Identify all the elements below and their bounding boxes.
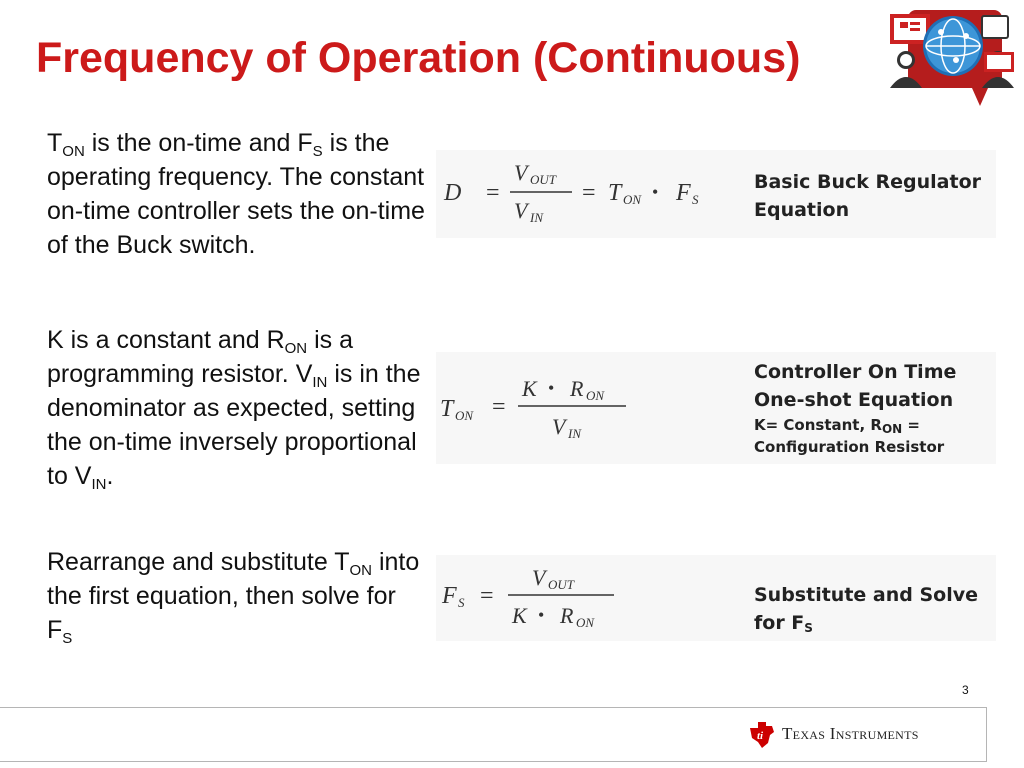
eq-subscript: S xyxy=(458,595,465,610)
label-text: for F xyxy=(754,612,805,634)
equation-formula xyxy=(436,352,746,464)
eq-symbol: R xyxy=(560,603,574,628)
paragraph-ton-description xyxy=(47,126,427,262)
text: is the on-time and F xyxy=(84,129,313,157)
text: is the operating frequency. The constant on-time controller sets the on-time of the Buck switch. xyxy=(47,129,425,259)
eq-symbol: F xyxy=(442,583,457,609)
equation-frequency xyxy=(436,555,996,641)
brand-name: Texas Instruments xyxy=(782,724,919,743)
label-subscript: S xyxy=(804,621,813,635)
label-text: = xyxy=(902,416,920,434)
eq-subscript: IN xyxy=(568,426,581,441)
slide-title: Frequency of Operation (Continuous) xyxy=(36,34,801,82)
connected-globe-icon xyxy=(886,2,1020,110)
label-subscript: ON xyxy=(881,422,903,436)
eq-symbol: = xyxy=(486,180,500,206)
subscript: IN xyxy=(91,476,107,493)
subscript: ON xyxy=(349,562,373,579)
subscript: IN xyxy=(312,374,328,391)
equation-formula xyxy=(436,150,746,238)
eq-symbol: V xyxy=(514,198,528,223)
texas-instruments-logo xyxy=(748,720,919,748)
label-line: Equation xyxy=(754,199,850,221)
subscript: ON xyxy=(284,340,308,357)
subscript: ON xyxy=(62,143,85,160)
eq-symbol: T xyxy=(608,180,622,206)
text: is in the denominator as expected, setting the on-time inversely proportional to V xyxy=(47,360,421,490)
ti-icon xyxy=(748,720,776,748)
text: T xyxy=(47,129,63,157)
label-line: One-shot Equation xyxy=(754,389,954,411)
label-line: Basic Buck Regulator xyxy=(754,171,982,193)
eq-symbol: = xyxy=(582,180,596,206)
eq-symbol: V xyxy=(552,414,566,439)
text: K is a constant and R xyxy=(47,326,285,354)
subscript: S xyxy=(312,143,323,160)
eq-subscript: ON xyxy=(586,388,605,403)
equation-on-time xyxy=(436,352,996,464)
eq-symbol: K xyxy=(522,376,537,401)
equation-label xyxy=(754,168,981,224)
label-line: Configuration Resistor xyxy=(754,438,945,456)
equation-buck-regulator xyxy=(436,150,996,238)
eq-symbol: V xyxy=(514,160,528,185)
eq-symbol: T xyxy=(440,396,454,422)
eq-subscript: ON xyxy=(623,192,642,207)
label-line xyxy=(754,609,978,637)
equation-label xyxy=(754,358,956,458)
eq-subscript: ON xyxy=(576,615,595,630)
page-number: 3 xyxy=(962,683,969,697)
eq-symbol: D xyxy=(444,180,462,206)
eq-subscript: OUT xyxy=(548,577,575,592)
paragraph-rearrange xyxy=(47,545,427,647)
label-line: Controller On Time xyxy=(754,361,957,383)
eq-symbol: F xyxy=(676,180,691,206)
eq-symbol: = xyxy=(480,583,494,609)
label-text: K= Constant, R xyxy=(754,416,882,434)
eq-subscript: S xyxy=(692,192,699,207)
paragraph-k-description xyxy=(47,323,427,493)
text: into the first equation, then solve for F xyxy=(47,548,420,644)
eq-symbol: V xyxy=(532,565,546,590)
eq-subscript: IN xyxy=(530,210,543,225)
eq-symbol: • xyxy=(538,605,545,625)
label-line xyxy=(754,414,956,436)
subscript: S xyxy=(62,630,73,647)
eq-symbol: R xyxy=(570,376,584,401)
equation-label xyxy=(754,581,978,637)
text: Rearrange and substitute T xyxy=(47,548,350,576)
svg-text:ti: ti xyxy=(757,730,764,742)
eq-symbol: • xyxy=(652,182,659,202)
eq-subscript: ON xyxy=(455,408,474,423)
text: . xyxy=(106,462,114,490)
equation-formula xyxy=(436,555,746,641)
eq-symbol: K xyxy=(512,603,527,628)
label-line: Substitute and Solve xyxy=(754,584,978,606)
eq-subscript: OUT xyxy=(530,172,557,187)
eq-symbol: • xyxy=(548,378,555,398)
eq-symbol: = xyxy=(492,394,506,420)
text: is a programming resistor. V xyxy=(47,326,353,388)
